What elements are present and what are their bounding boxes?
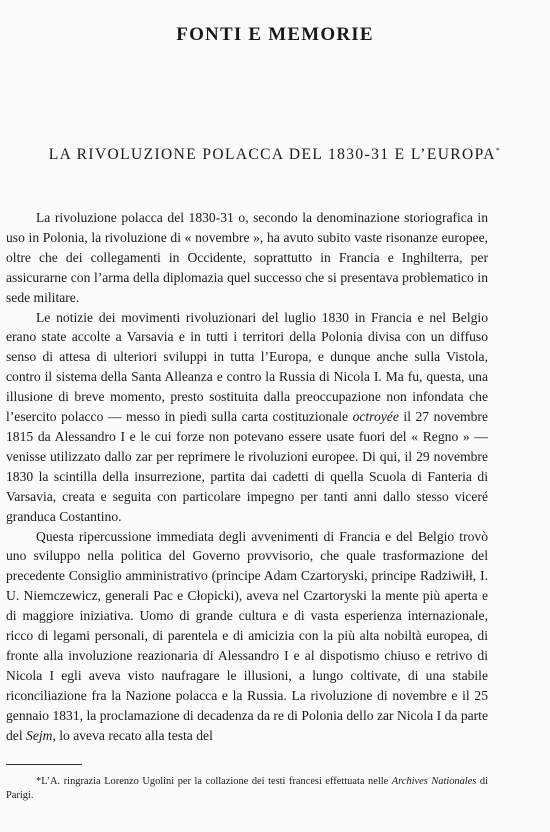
footnote-italic: Archives Nationales xyxy=(391,776,477,787)
paragraph-1 xyxy=(6,208,488,308)
paragraph-2 xyxy=(6,308,488,527)
section-header: FONTI E MEMORIE xyxy=(176,24,374,45)
footnote-text xyxy=(6,775,488,803)
footnote-marker: * xyxy=(36,776,42,787)
footnote-reference: * xyxy=(495,146,502,155)
italic-term: Sejm xyxy=(26,727,53,743)
paragraph-text: il 27 novembre 1815 da Alessandro I e le cui forze non potevano essere usate fuori del « Regno » — venisse utilizzato dallo zar per reprimere le rivoluzioni europee. Di qui, il 29 novembre 1830 la scintilla della insurrezione, partita dai cadetti di quella Scuola di Fanteria di Varsavia, creata e seguita con particolare impegno per tanti anni dallo stesso viceré granduca Costantino. xyxy=(6,409,488,524)
article-body xyxy=(6,208,488,745)
italic-term: octroyée xyxy=(352,409,399,425)
footnote-lead: L’A. ringrazia Lorenzo Ugolini per la collazione dei testi francesi effettuata nelle xyxy=(41,776,392,787)
article-title xyxy=(0,146,550,164)
paragraph-3 xyxy=(6,527,488,746)
paragraph-text: , lo aveva recato alla testa del xyxy=(52,727,213,743)
article-title-text: LA RIVOLUZIONE POLACCA DEL 1830-31 E L’EUROPA xyxy=(48,146,496,164)
paragraph-text: La rivoluzione polacca del 1830-31 o, secondo la denominazione storiografica in uso in Polonia, la rivoluzione di « novembre », ha avuto subito vaste risonanze europee, oltre che dei collegamenti in Occidente, soprattutto in Francia e Inghilterra, per assicurarne con l’arma della diplomazia quel successo che si presentava problematico in sede militare. xyxy=(6,210,488,305)
footnote-tail: di Parigi. xyxy=(6,776,489,801)
footnote-divider xyxy=(6,764,82,765)
paragraph-text: Le notizie dei movimenti rivoluzionari del luglio 1830 in Francia e nel Belgio erano state accolte a Varsavia e in tutti i territori della Polonia divisa con un diffuso senso di attesa di ulteriori sviluppi in tutta l’Europa, e dunque anche sulla Vistola, contro il sistema della Santa Alleanza e contro la Russia di Nicola I. Ma fu, questa, una illusione di breve momento, presto sostituita dalla preoccupazione non infondata che l’esercito polacco — messo in piedi sulla carta costituzionale xyxy=(6,309,488,425)
footnote xyxy=(6,775,488,803)
paragraph-text: Questa ripercussione immediata degli avvenimenti di Francia e del Belgio trovò uno sviluppo nella politica del Governo provvisorio, che quale trasformazione del precedente Consiglio amministrativo (principe Adam Czartoryski, principe Radziwiłł, I. U. Niemczewicz, generali Pac e Cłopicki), aveva nel Czartoryski la mente più aperta e di maggiore iniziativa. Uomo di grande cultura e di vasta esperienza internazionale, ricco di legami personali, di parentela e di amicizia con la più alta nobiltà europea, di fronte alla involuzione reazionaria di Alessandro I e al dispotismo chiuso e retrivo di Nicola I egli aveva visto naufragare le illusioni, a lungo coltivate, di una stabile riconciliazione fra la Nazione polacca e la Russia. La rivoluzione di novembre e il 25 gennaio 1831, la proclamazione di decadenza da re di Polonia dello zar Nicola I da parte del xyxy=(6,528,488,743)
